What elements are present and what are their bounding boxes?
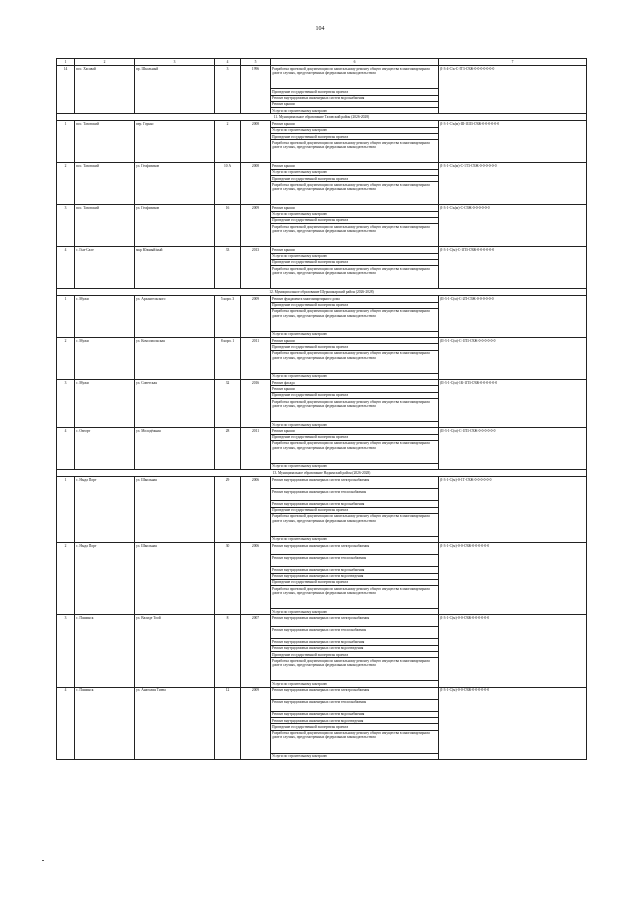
- work-type-cell: Разработка проектной документации по капитальному ремонту общего имущества в многоквартирном доме в случаях, предусмотренных федеральным законодательством: [271, 224, 439, 247]
- locality-cell: с. Пашинск: [75, 615, 135, 687]
- work-type-cell: Услуги по строительному контролю: [271, 253, 439, 259]
- column-number: 4: [215, 59, 241, 66]
- column-number: 3: [135, 59, 215, 66]
- capital-repair-register-table: [56, 58, 587, 760]
- row-number: 3: [57, 380, 75, 428]
- work-type-cell: Ремонт крыши: [271, 205, 439, 211]
- year-built-cell: 2008: [241, 121, 271, 163]
- street-cell: ул. Молодёжная: [135, 428, 215, 470]
- work-type-cell: Ремонт внутридомовых инженерных систем водоснабжения: [271, 567, 439, 573]
- section-title: 11. Муниципальное образование Тазовский район (2026-2028): [57, 114, 587, 121]
- work-type-cell: Услуги по строительному контролю: [271, 108, 439, 114]
- work-type-cell: Услуги по строительному контролю: [271, 681, 439, 687]
- locality-cell: с. Мужи: [75, 338, 135, 380]
- column-number: 7: [439, 59, 587, 66]
- section-title: 13. Муниципальное образование Надымский район (2026-2028): [57, 470, 587, 477]
- work-type-cell: Ремонт крыши: [271, 247, 439, 253]
- column-number: 5: [241, 59, 271, 66]
- work-type-cell: Разработка проектной документации по капитальному ремонту общего имущества в многоквартирном доме в случаях, предусмотренных федеральным законодательством: [271, 66, 439, 89]
- work-type-cell: Разработка проектной документации по капитальному ремонту общего имущества в многоквартирном доме в случаях, предусмотренных федеральным законодательством: [271, 182, 439, 205]
- locality-cell: с. Ныдa Порт: [75, 477, 135, 543]
- work-type-cell: Проведение государственной экспертизы проекта: [271, 392, 439, 398]
- work-type-cell: Проведение государственной экспертизы проекта: [271, 579, 439, 585]
- work-type-cell: Проведение государственной экспертизы проекта: [271, 134, 439, 140]
- work-type-cell: Ремонт внутридомовых инженерных систем теплоснабжения: [271, 699, 439, 711]
- page-number: 104: [315, 26, 325, 32]
- row-number: 3: [57, 615, 75, 687]
- classification-code-cell: (I-3-4-С/к-С-IТ3-С9Ж-0-0-0-0-0-0-0: [439, 66, 587, 114]
- row-number: 3: [57, 205, 75, 247]
- work-type-cell: Проведение государственной экспертизы проекта: [271, 89, 439, 95]
- year-built-cell: 2011: [241, 338, 271, 380]
- work-type-cell: Ремонт внутридомовых инженерных систем электроснабжения: [271, 477, 439, 489]
- work-type-cell: Ремонт внутридомовых инженерных систем водоснабжения: [271, 711, 439, 717]
- year-built-cell: 2011: [241, 428, 271, 470]
- work-type-cell: Разработка проектной документации по капитальному ремонту общего имущества в многоквартирном доме в случаях, предусмотренных федеральным законодательством: [271, 440, 439, 463]
- register-table-body: [57, 59, 587, 760]
- classification-code-cell: (I-3-1-С(м)-С-1П3-С9Ж-0-0-0-0-0-0: [439, 247, 587, 289]
- classification-code-cell: (I-3-1-С/к(м)-С-1Т3-С9Ж-0-0-0-0-0-0: [439, 163, 587, 205]
- locality-cell: пос. Тазовский: [75, 163, 135, 205]
- row-number: 4: [57, 247, 75, 289]
- locality-cell: пос. Тазовский: [75, 121, 135, 163]
- row-number: 1: [57, 477, 75, 543]
- work-type-cell: Проведение государственной экспертизы проекта: [271, 176, 439, 182]
- street-cell: ул. Геофизиков: [135, 163, 215, 205]
- work-type-cell: Разработка проектной документации по капитальному ремонту общего имущества в многоквартирном доме в случаях, предусмотренных федеральным законодательством: [271, 350, 439, 373]
- work-type-cell: Ремонт фасада: [271, 380, 439, 386]
- street-cell: ул. Советская: [135, 380, 215, 428]
- work-type-cell: Ремонт фундамента многоквартирного дома: [271, 296, 439, 302]
- house-number-cell: 28: [215, 428, 241, 470]
- table-row: [57, 687, 587, 699]
- table-row: [57, 66, 587, 89]
- year-built-cell: 2013: [241, 247, 271, 289]
- scan-mark: [42, 860, 44, 861]
- work-type-cell: Услуги по строительному контролю: [271, 609, 439, 615]
- work-type-cell: Услуги по строительному контролю: [271, 463, 439, 469]
- locality-cell: с. Мужи: [75, 296, 135, 338]
- classification-code-cell: (I-3-1-С(м)-0-0-С9Ж-0-0-0-0-0-0: [439, 543, 587, 615]
- work-type-cell: Ремонт крыши: [271, 338, 439, 344]
- work-type-cell: Разработка проектной документации по капитальному ремонту общего имущества в многоквартирном доме в случаях, предусмотренных федеральным законодательством: [271, 140, 439, 163]
- locality-cell: с. Гыз-Сале: [75, 247, 135, 289]
- locality-cell: с. Пашинск: [75, 687, 135, 759]
- work-type-cell: Ремонт внутридомовых инженерных систем электроснабжения: [271, 687, 439, 699]
- work-type-cell: Ремонт внутридомовых инженерных систем водоотведения: [271, 645, 439, 651]
- house-number-cell: 16: [215, 205, 241, 247]
- locality-cell: с. Овгорт: [75, 428, 135, 470]
- house-number-cell: 32: [215, 380, 241, 428]
- street-cell: ул. Геофизиков: [135, 205, 215, 247]
- street-cell: ул. Анатолия Тиева: [135, 687, 215, 759]
- work-type-cell: Разработка проектной документации по капитальному ремонту общего имущества в многоквартирном доме в случаях, предусмотренных федеральным законодательством: [271, 730, 439, 753]
- row-number: 2: [57, 163, 75, 205]
- house-number-cell: 30: [215, 543, 241, 615]
- work-type-cell: Проведение государственной экспертизы проекта: [271, 724, 439, 730]
- house-number-cell: 12: [215, 687, 241, 759]
- section-row: [57, 114, 587, 121]
- work-type-cell: Услуги по строительному контролю: [271, 127, 439, 133]
- section-row: [57, 470, 587, 477]
- work-type-cell: Ремонт крыши: [271, 163, 439, 169]
- work-type-cell: Разработка проектной документации по капитальному ремонту общего имущества в многоквартирном доме в случаях, предусмотренных федеральным законодательством: [271, 308, 439, 331]
- house-number-cell: 29: [215, 477, 241, 543]
- classification-code-cell: (II-3-1-С(м)-С-2П-С9Ж-0-0-0-0-0-0: [439, 296, 587, 338]
- work-type-cell: Разработка проектной документации по капитальному ремонту общего имущества в многоквартирном доме в случаях, предусмотренных федеральным законодательством: [271, 658, 439, 681]
- column-number: 2: [75, 59, 135, 66]
- house-number-cell: 10 А: [215, 163, 241, 205]
- classification-code-cell: (I-3-1-С/к(м)-С-С9Ж-0-0-0-0-0-0: [439, 205, 587, 247]
- work-type-cell: Ремонт внутридомовых инженерных систем водоснабжения: [271, 501, 439, 507]
- work-type-cell: Ремонт крыши: [271, 121, 439, 127]
- table-row: [57, 477, 587, 489]
- section-title: 12. Муниципальное образование Шурышкарский район (2026-2028): [57, 289, 587, 296]
- row-number: 1: [57, 296, 75, 338]
- year-built-cell: 2007: [241, 615, 271, 687]
- year-built-cell: 2009: [241, 296, 271, 338]
- locality-cell: с. Ныдa Порт: [75, 543, 135, 615]
- work-type-cell: Ремонт внутридомовых инженерных систем водоотведения: [271, 573, 439, 579]
- section-row: [57, 289, 587, 296]
- work-type-cell: Разработка проектной документации по капитальному ремонту общего имущества в многоквартирном доме в случаях, предусмотренных федеральным законодательством: [271, 513, 439, 536]
- work-type-cell: Ремонт внутридомовых инженерных систем водоотведения: [271, 718, 439, 724]
- work-type-cell: Проведение государственной экспертизы проекта: [271, 259, 439, 265]
- locality-cell: с. Мужи: [75, 380, 135, 428]
- street-cell: ул. Школьная: [135, 477, 215, 543]
- work-type-cell: Услуги по строительному контролю: [271, 169, 439, 175]
- year-built-cell: 2009: [241, 205, 271, 247]
- column-number: 1: [57, 59, 75, 66]
- street-cell: ул. Комсомольская: [135, 338, 215, 380]
- street-cell: ул. Архангельского: [135, 296, 215, 338]
- work-type-cell: Разработка проектной документации по капитальному ремонту общего имущества в многоквартирном доме в случаях, предусмотренных федеральным законодательством: [271, 266, 439, 289]
- year-built-cell: 2006: [241, 543, 271, 615]
- work-type-cell: Услуги по строительному контролю: [271, 753, 439, 759]
- work-type-cell: Проведение государственной экспертизы проекта: [271, 302, 439, 308]
- street-cell: мкр Южный/ный: [135, 247, 215, 289]
- house-number-cell: 8: [215, 615, 241, 687]
- street-cell: ул. Школьная: [135, 543, 215, 615]
- work-type-cell: Ремонт крыши: [271, 101, 439, 107]
- work-type-cell: Проведение государственной экспертизы проекта: [271, 652, 439, 658]
- classification-code-cell: (I-3-1-С(м)-0-1Т-С9Ж-0-0-0-0-0-0: [439, 477, 587, 543]
- work-type-cell: Ремонт внутридомовых инженерных систем электроснабжения: [271, 615, 439, 627]
- house-number-cell: 5 корп. 3: [215, 296, 241, 338]
- table-row: [57, 543, 587, 555]
- house-number-cell: 33: [215, 247, 241, 289]
- house-number-cell: 2: [215, 121, 241, 163]
- row-number: 14: [57, 66, 75, 114]
- year-built-cell: 2008: [241, 163, 271, 205]
- street-cell: пр. Школьный: [135, 66, 215, 114]
- work-type-cell: Услуги по строительному контролю: [271, 536, 439, 542]
- column-number-row: [57, 59, 587, 66]
- year-built-cell: 2009: [241, 687, 271, 759]
- work-type-cell: Услуги по строительному контролю: [271, 373, 439, 379]
- row-number: 1: [57, 121, 75, 163]
- classification-code-cell: (II-3-1-С(м)-С-1П3-С9Ж-0-0-0-0-0-0: [439, 428, 587, 470]
- year-built-cell: 2006: [241, 477, 271, 543]
- classification-code-cell: (II-3-1-С(м)-1К-1П3-С9Ж-0-0-0-0-0-0: [439, 380, 587, 428]
- row-number: 4: [57, 687, 75, 759]
- row-number: 2: [57, 338, 75, 380]
- work-type-cell: Ремонт внутридомовых инженерных систем теплоснабжения: [271, 489, 439, 501]
- work-type-cell: Ремонт внутридомовых инженерных систем водоснабжения: [271, 639, 439, 645]
- classification-code-cell: (I-3-1-С(м)-0-0-С9Ж-0-0-0-0-0-0: [439, 687, 587, 759]
- work-type-cell: Проведение государственной экспертизы проекта: [271, 217, 439, 223]
- classification-code-cell: (I-3-1-С(м)-0-0-С9Ж-0-0-0-0-0-0: [439, 615, 587, 687]
- row-number: 4: [57, 428, 75, 470]
- row-number: 2: [57, 543, 75, 615]
- classification-code-cell: (II-3-1-С(м)-С-1П3-С9Ж-0-0-0-0-0-0: [439, 338, 587, 380]
- year-built-cell: 2016: [241, 380, 271, 428]
- work-type-cell: Ремонт внутридомовых инженерных систем теплоснабжения: [271, 627, 439, 639]
- table-row: [57, 615, 587, 627]
- work-type-cell: Услуги по строительному контролю: [271, 422, 439, 428]
- work-type-cell: Услуги по строительному контролю: [271, 211, 439, 217]
- house-number-cell: 8 корп. 1: [215, 338, 241, 380]
- work-type-cell: Ремонт внутридомовых инженерных систем водоснабжения: [271, 95, 439, 101]
- street-cell: ул. Валиде Тоой: [135, 615, 215, 687]
- classification-code-cell: (I-3-1-С/к(м)-Ш-1Ш3-С9Ж-0-0-0-0-0-0: [439, 121, 587, 163]
- work-type-cell: Ремонт внутридомовых инженерных систем электроснабжения: [271, 543, 439, 555]
- work-type-cell: Проведение государственной экспертизы проекта: [271, 507, 439, 513]
- work-type-cell: Разработка проектной документации по капитальному ремонту общего имущества в многоквартирном доме в случаях, предусмотренных федеральным законодательством: [271, 586, 439, 609]
- year-built-cell: 1996: [241, 66, 271, 114]
- work-type-cell: Ремонт крыши: [271, 428, 439, 434]
- work-type-cell: Разработка проектной документации по капитальному ремонту общего имущества в многоквартирном доме в случаях, предусмотренных федеральным законодательством: [271, 399, 439, 422]
- work-type-cell: Ремонт крыши: [271, 386, 439, 392]
- work-type-cell: Проведение государственной экспертизы проекта: [271, 434, 439, 440]
- column-number: 6: [271, 59, 439, 66]
- locality-cell: пос. Хасавай: [75, 66, 135, 114]
- street-cell: пер. Горько: [135, 121, 215, 163]
- locality-cell: пос. Тазовский: [75, 205, 135, 247]
- house-number-cell: 3: [215, 66, 241, 114]
- work-type-cell: Услуги по строительному контролю: [271, 331, 439, 337]
- work-type-cell: Ремонт внутридомовых инженерных систем теплоснабжения: [271, 555, 439, 567]
- work-type-cell: Проведение государственной экспертизы проекта: [271, 344, 439, 350]
